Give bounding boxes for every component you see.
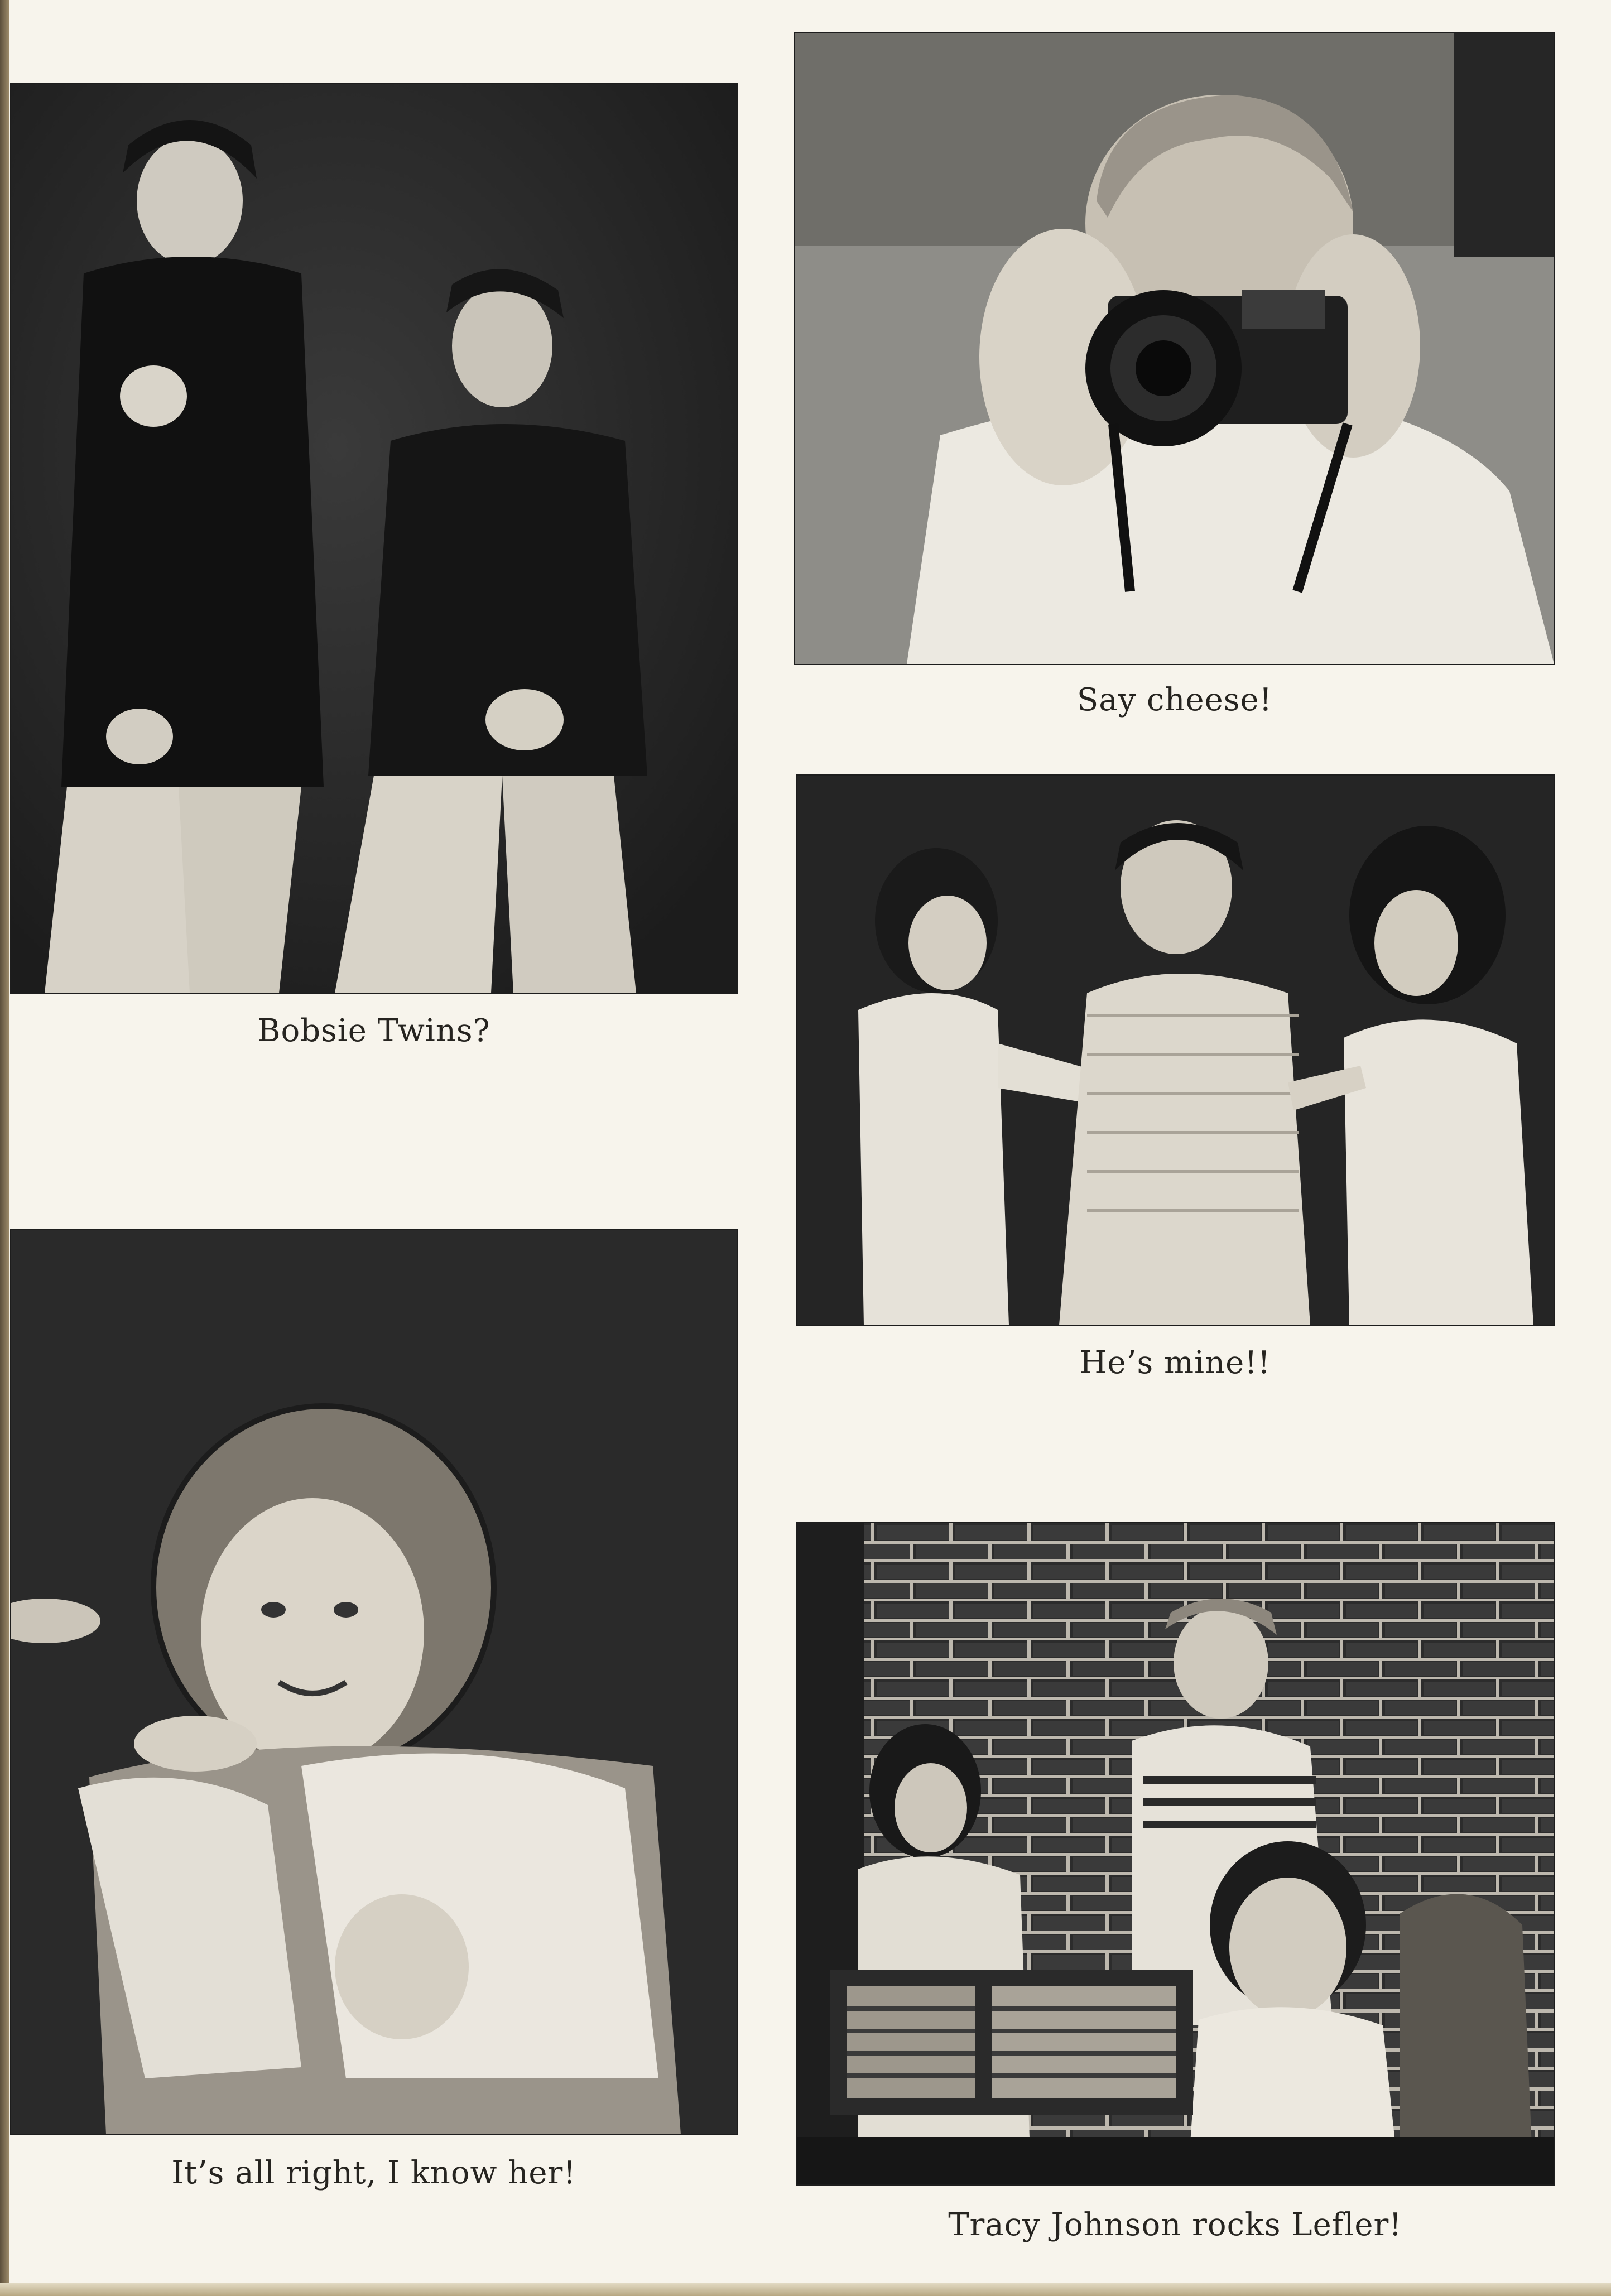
page-binding-edge (0, 0, 9, 2296)
caption-tracy-johnson: Tracy Johnson rocks Lefler! (948, 2207, 1402, 2243)
page-bottom-edge (0, 2283, 1611, 2296)
caption-bobsie-twins: Bobsie Twins? (257, 1013, 490, 1049)
photo-its-all-right (11, 1230, 737, 2134)
photo-say-cheese (795, 33, 1554, 664)
photo-hes-mine (797, 776, 1554, 1325)
caption-hes-mine: He’s mine!! (1079, 1345, 1271, 1381)
caption-say-cheese: Say cheese! (1076, 682, 1273, 718)
caption-its-all-right: It’s all right, I know her! (171, 2155, 576, 2191)
photo-tracy-johnson (797, 1523, 1554, 2184)
photo-bobsie-twins (11, 84, 737, 993)
